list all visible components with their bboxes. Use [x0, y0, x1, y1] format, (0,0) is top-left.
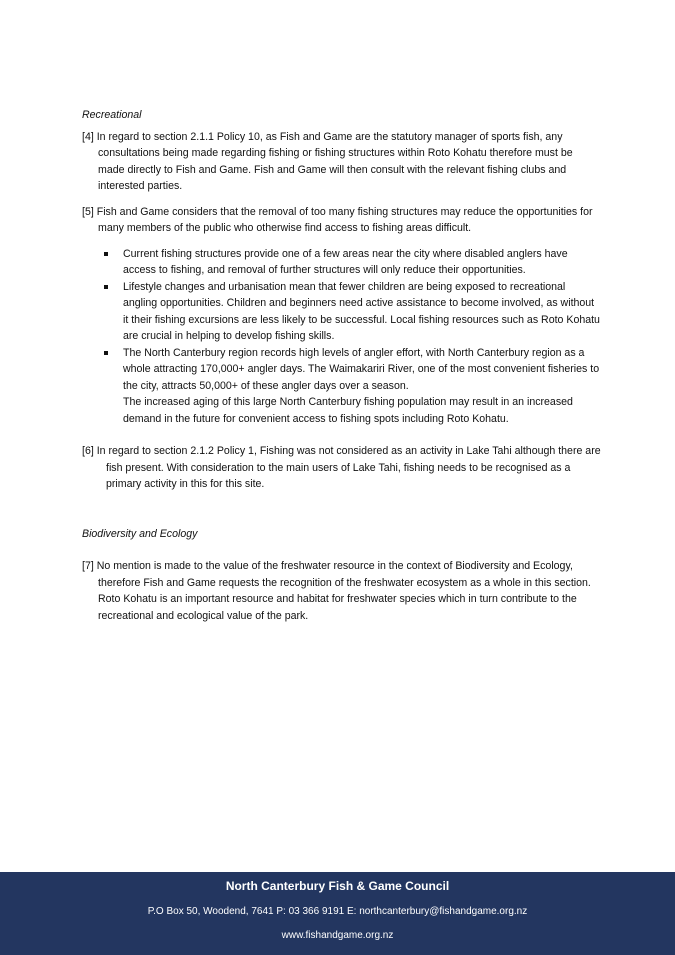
list-item-text: The North Canterbury region records high levels of angler effort, with North Canterbury region as a whole attracting 170,000+ angler days. The Waimakariri River, one of the most convenient fisheries to the city, attracts 50,000+ of these angler days over a season.: [123, 346, 600, 392]
footer-contact: P.O Box 50, Woodend, 7641 P: 03 366 9191 E: northcanterbury@fishandgame.org.nz: [147, 906, 528, 917]
section-heading-recreational: Recreational: [82, 109, 142, 121]
list-item: Current fishing structures provide one of a few areas near the city where disabled anglers have access to fishing, and removal of further structures will only reduce their opportunities.: [123, 246, 602, 279]
list-item: Lifestyle changes and urbanisation mean that fewer children are being exposed to recreational angling opportunities. Children and beginners need active assistance to become involved, as without it their fishing excursions are less likely to be successful. Local fishing resources such as Roto Kohatu are crucial in helping to develop fishing skills.: [123, 279, 602, 345]
paragraph-6: [6] In regard to section 2.1.2 Policy 1, Fishing was not considered as an activity in Lake Tahi although there are fish present. With consideration to the main users of Lake Tahi, fishing needs to be recognised as a primary activity in this for this site.: [82, 445, 601, 490]
section-heading-biodiversity: Biodiversity and Ecology: [82, 527, 198, 540]
list-item-continuation: The increased aging of this large North Canterbury fishing population may result in an increased demand in the future for convenient access to fishing spots including Roto Kohatu.: [123, 396, 573, 425]
paragraph-7: [7] No mention is made to the value of the freshwater resource in the context of Biodiversity and Ecology, therefore Fish and Game requests the recognition of the freshwater ecosystem as a whole in this section. Roto Kohatu is an important resource and habitat for freshwater species which in turn contribute to the recreational and ecological value of the park.: [82, 560, 591, 622]
footer-banner: [0, 872, 675, 955]
footer-org-name: North Canterbury Fish & Game Council: [225, 879, 450, 893]
paragraph-4: [4] In regard to section 2.1.1 Policy 10, as Fish and Game are the statutory manager of sports fish, any consultations being made regarding fishing or fishing structures within Roto Kohatu therefore must be made directly to Fish and Game. Fish and Game will then consult with the relevant fishing clubs and interested parties.: [82, 130, 573, 192]
paragraph-5: [5] Fish and Game considers that the removal of too many fishing structures may reduce the opportunities for many members of the public who otherwise find access to fishing areas difficult.: [82, 205, 593, 234]
list-item: [123, 345, 602, 428]
footer-website[interactable]: www.fishandgame.org.nz: [281, 930, 394, 941]
document-body: [82, 107, 602, 624]
bullet-list: [82, 246, 602, 428]
